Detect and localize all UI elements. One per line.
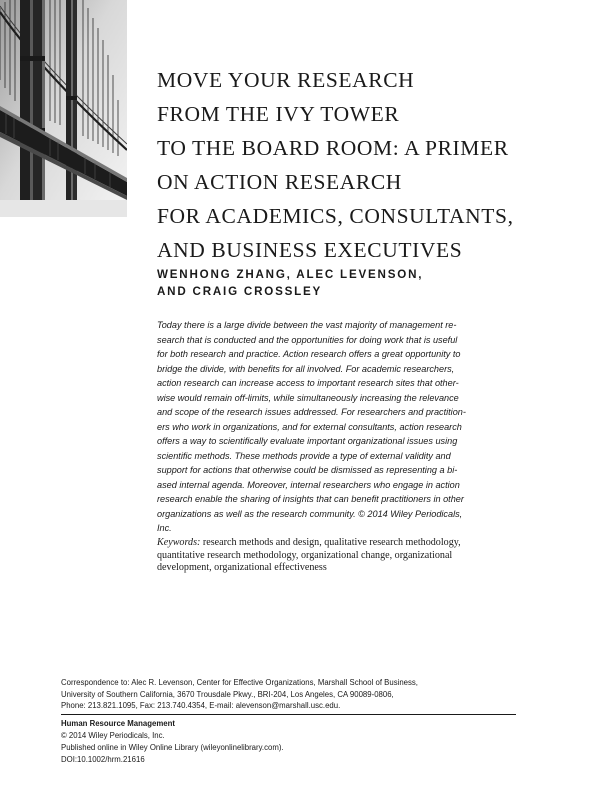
abstract-line: organizations as well as the research community. © 2014 Wiley Periodicals, — [157, 508, 463, 519]
abstract-line: Inc. — [157, 523, 172, 533]
title-line: FOR ACADEMICS, CONSULTANTS, — [157, 204, 514, 228]
title-line: TO THE BOARD ROOM: A PRIMER — [157, 136, 509, 160]
keywords-text: research methods and design, qualitative research methodology, — [200, 537, 461, 548]
article-title — [157, 63, 577, 267]
keywords-first-line — [157, 537, 527, 550]
copyright-notice: © 2014 Wiley Periodicals, Inc. — [61, 731, 165, 740]
correspondence-line: University of Southern California, 3670 Trousdale Pkwy., BRI-204, Los Angeles, CA 90089-0806, — [61, 689, 394, 699]
keywords-label: Keywords: — [157, 537, 201, 548]
keywords-line: development, organizational effectiveness — [157, 562, 327, 573]
abstract-line: search that is conducted and the opportunities for doing work that is useful — [157, 334, 458, 345]
correspondence-note — [61, 677, 561, 712]
abstract-line: ased internal agenda. Moreover, internal researchers who engage in action — [157, 479, 460, 490]
abstract-line: action research can increase access to important research sites that other- — [157, 378, 459, 388]
abstract-line: wise would remain off-limits, while simultaneously increasing the relevance — [157, 392, 459, 403]
author-line: WENHONG ZHANG, ALEC LEVENSON, — [157, 268, 424, 281]
doi: DOI:10.1002/hrm.21616 — [61, 755, 145, 764]
title-line: FROM THE IVY TOWER — [157, 102, 400, 126]
journal-info — [61, 718, 521, 766]
author-line: AND CRAIG CROSSLEY — [157, 285, 323, 298]
author-list — [157, 266, 557, 300]
abstract-line: bridge the divide, with benefits for all involved. For academic researchers, — [157, 363, 455, 374]
abstract-line: and scope of the research issues addressed. For researchers and practition- — [157, 407, 466, 417]
abstract-line: scientific methods. These methods provide a type of external validity and — [157, 450, 451, 461]
title-line: ON ACTION RESEARCH — [157, 170, 402, 194]
bridge-photo — [0, 0, 127, 217]
abstract-line: support for actions that otherwise could be dismissed as representing a bi- — [157, 465, 458, 475]
title-line: MOVE YOUR RESEARCH — [157, 68, 415, 92]
abstract-line: research enable the sharing of insights that can benefit practitioners in other — [157, 494, 464, 504]
abstract-line: offers a way to scientifically evaluate important organizational issues using — [157, 436, 458, 446]
journal-name: Human Resource Management — [61, 719, 175, 728]
correspondence-line: Phone: 213.821.1095, Fax: 213.740.4354, E-mail: alevenson@marshall.usc.edu. — [61, 701, 341, 710]
abstract-line: Today there is a large divide between the vast majority of management re- — [157, 320, 457, 330]
footer-divider — [61, 714, 516, 715]
correspondence-line: Correspondence to: Alec R. Levenson, Center for Effective Organizations, Marshall School of Business, — [61, 678, 418, 687]
keywords — [157, 537, 527, 575]
abstract-line: for both research and practice. Action research offers a great opportunity to — [157, 349, 461, 359]
keywords-line: quantitative research methodology, organizational change, organizational — [157, 549, 453, 561]
abstract — [157, 318, 519, 536]
title-line: AND BUSINESS EXECUTIVES — [157, 238, 463, 262]
abstract-line: ers who work in organizations, and for external consultants, action research — [157, 421, 462, 432]
publication-note: Published online in Wiley Online Library (wileyonlinelibrary.com). — [61, 743, 284, 752]
